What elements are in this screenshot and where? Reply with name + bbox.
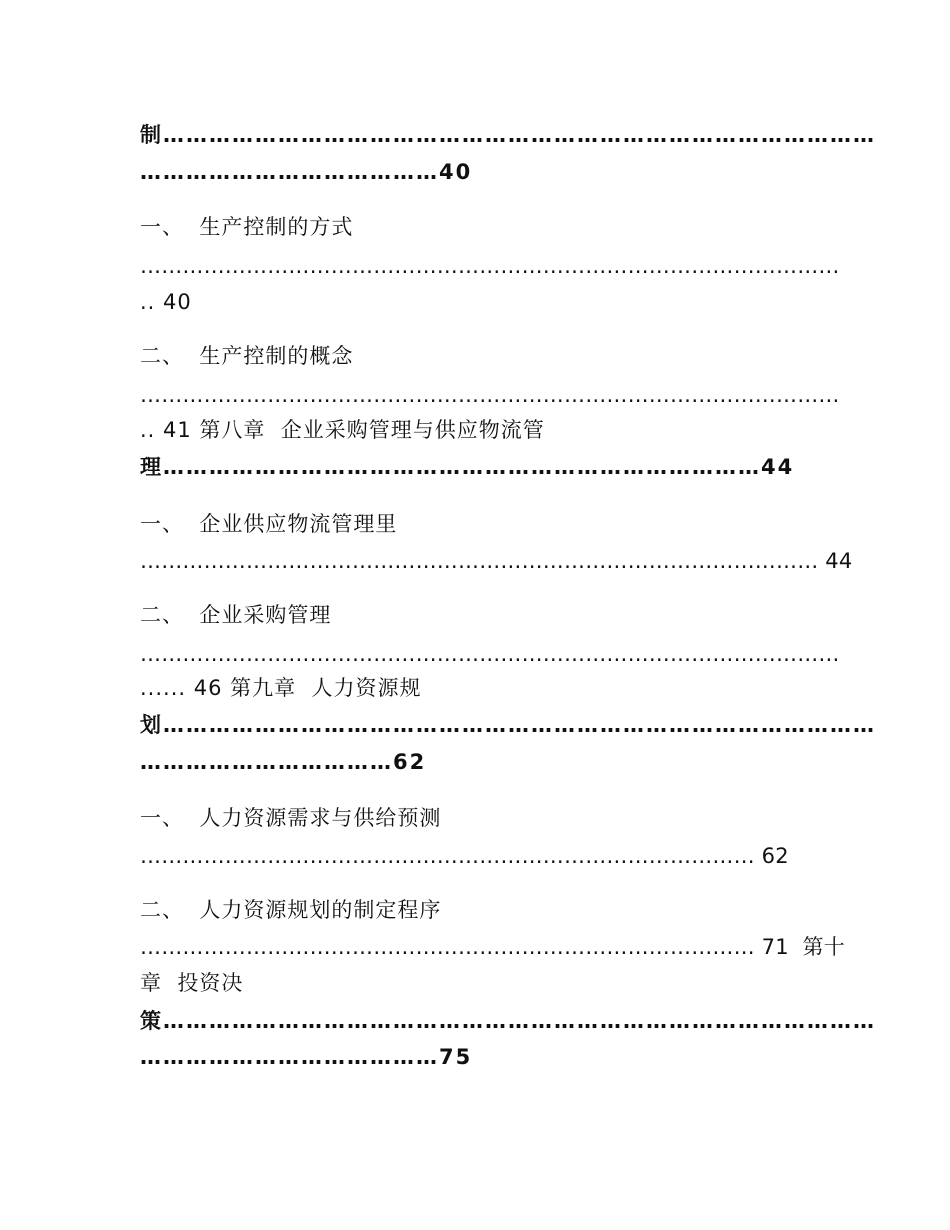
- toc-line-chapter-8-page: 理……………………………………………………………………44: [140, 455, 795, 479]
- toc-entry-9-2: 二、 人力资源规划的制定程序: [140, 898, 442, 922]
- toc-line-chapter-7-page: …………………………………40: [140, 160, 473, 184]
- toc-entry-8-1: 一、 企业供应物流管理里: [140, 512, 398, 536]
- toc-line-chapter-8-start: .. 41 第八章 企业采购管理与供应物流管: [140, 418, 545, 442]
- toc-dot-leader: ………………………………………………………………………………………: [140, 383, 840, 407]
- toc-entry-7-2: 二、 生产控制的概念: [140, 344, 354, 368]
- toc-dot-leader-page: …………………………………………………………………………… 62: [140, 844, 789, 868]
- toc-dot-leader: ………………………………………………………………………………………: [140, 254, 840, 278]
- toc-entry-8-2: 二、 企业采购管理: [140, 603, 332, 627]
- toc-entry-9-1: 一、 人力资源需求与供给预测: [140, 806, 442, 830]
- toc-line-chapter-10-start: …………………………………………………………………………… 71 第十: [140, 935, 845, 959]
- toc-line-chapter-9-page: ……………………………62: [140, 750, 427, 774]
- toc-line-chapter-9-title-tail: 划…………………………………………………………………………………: [140, 713, 876, 737]
- toc-line-chapter-10-page: …………………………………75: [140, 1045, 473, 1069]
- toc-line-chapter-9-start: ...... 46 第九章 人力资源规: [140, 676, 422, 700]
- toc-line-chapter-7-title-tail: 制…………………………………………………………………………………: [140, 123, 876, 147]
- toc-line-chapter-10-title-tail: 策…………………………………………………………………………………: [140, 1009, 876, 1033]
- toc-entry-7-1: 一、 生产控制的方式: [140, 215, 354, 239]
- toc-page-number: .. 40: [140, 290, 192, 314]
- toc-dot-leader-page: …………………………………………………………………………………… 44: [140, 549, 853, 573]
- toc-line-chapter-10-title: 章 投资决: [140, 971, 244, 995]
- toc-dot-leader: ………………………………………………………………………………………: [140, 642, 840, 666]
